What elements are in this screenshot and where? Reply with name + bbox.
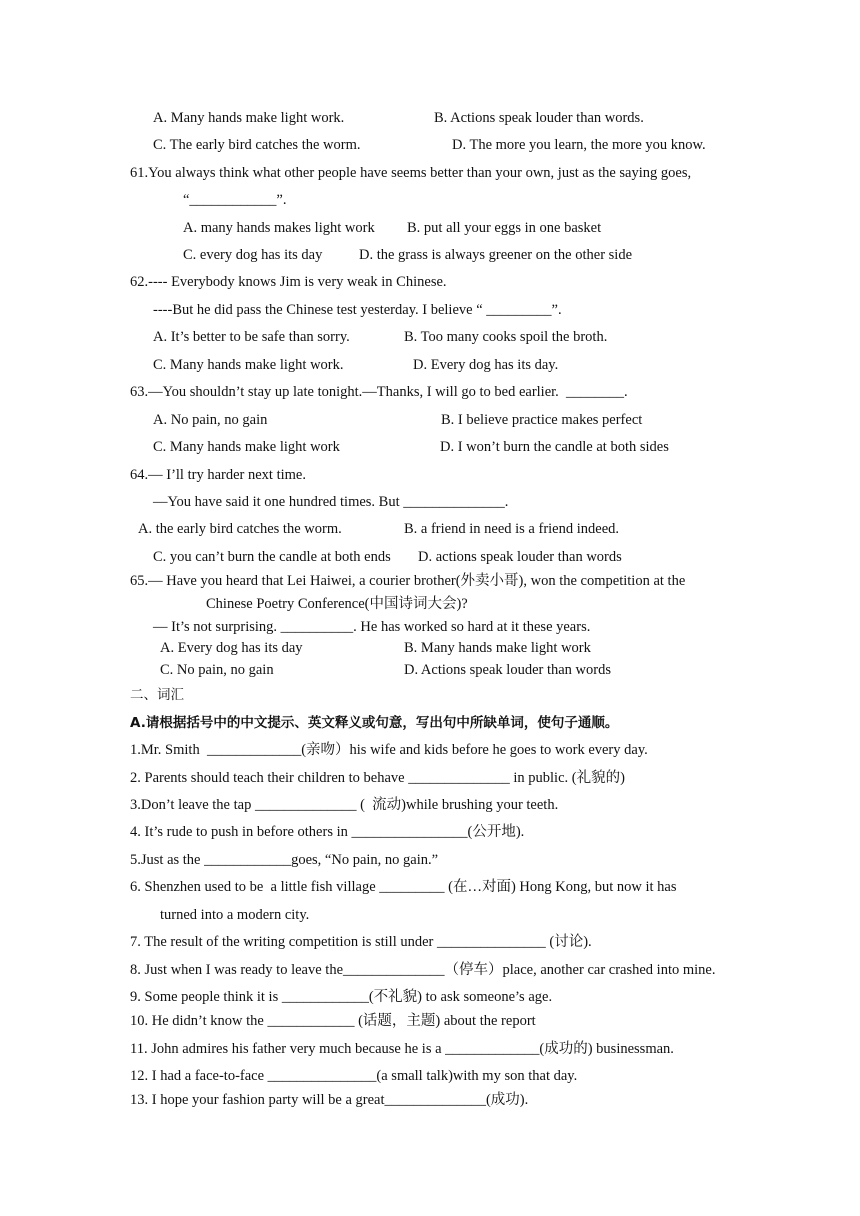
q64-option-c: C. you can’t burn the candle at both ends [153,549,391,565]
vocab-item-12: 12. I had a face-to-face _______________(a small talk)with my son that day. [130,1068,578,1084]
vocab-item-8: 8. Just when I was ready to leave the______________（停车）place, another car crashed into mine. [130,962,716,978]
q63-stem: 63.—You shouldn’t stay up late tonight.—Thanks, I will go to bed earlier. ________. [130,384,628,400]
q65-option-c: C. No pain, no gain [160,662,274,678]
q65-option-d: D. Actions speak louder than words [404,662,611,678]
q62-option-d: D. Every dog has its day. [413,357,559,373]
vocab-item-2: 2. Parents should teach their children to behave ______________ in public. (礼貌的) [130,770,625,786]
q64-stem: 64.— I’ll try harder next time. [130,467,306,483]
section-title: 二、词汇 [130,687,184,703]
q63-option-b: B. I believe practice makes perfect [441,412,643,428]
q64-option-a: A. the early bird catches the worm. [138,521,342,537]
q62-stem-reply: ----But he did pass the Chinese test yesterday. I believe “ _________”. [153,302,562,318]
q60-option-b: B. Actions speak louder than words. [434,110,644,126]
q62-stem: 62.---- Everybody knows Jim is very weak in Chinese. [130,274,447,290]
q63-option-d: D. I won’t burn the candle at both sides [440,439,669,455]
q65-option-b: B. Many hands make light work [404,640,591,656]
q60-option-a: A. Many hands make light work. [153,110,345,126]
section-instruction: A.请根据括号中的中文提示、英文释义或句意，写出句中所缺单词，使句子通顺。 [130,715,619,731]
q64-stem-reply: —You have said it one hundred times. But ______________. [153,494,509,510]
vocab-item-6-cont: turned into a modern city. [160,907,310,923]
q61-option-d: D. the grass is always greener on the other side [359,247,633,263]
q65-option-a: A. Every dog has its day [160,640,303,656]
q65-stem-reply: — It’s not surprising. __________. He has worked so hard at it these years. [153,619,591,635]
vocab-item-10: 10. He didn’t know the ____________ (话题，主题) about the report [130,1013,536,1029]
q61-stem-blank: “____________”. [183,192,287,208]
vocab-item-3: 3.Don’t leave the tap ______________ ( 流动)while brushing your teeth. [130,797,559,813]
q63-option-c: C. Many hands make light work [153,439,340,455]
q60-option-c: C. The early bird catches the worm. [153,137,361,153]
q60-option-d: D. The more you learn, the more you know. [452,137,706,153]
q62-option-c: C. Many hands make light work. [153,357,344,373]
q61-stem: 61.You always think what other people have seems better than your own, just as the saying goes, [130,165,692,181]
q63-option-a: A. No pain, no gain [153,412,268,428]
q64-option-b: B. a friend in need is a friend indeed. [404,521,620,537]
q62-option-a: A. It’s better to be safe than sorry. [153,329,350,345]
vocab-item-7: 7. The result of the writing competition is still under _______________ (讨论). [130,934,592,950]
vocab-item-13: 13. I hope your fashion party will be a great______________(成功). [130,1092,529,1108]
q65-stem-cont: Chinese Poetry Conference(中国诗词大会)? [206,596,468,612]
vocab-item-5: 5.Just as the ____________goes, “No pain, no gain.” [130,852,439,868]
q61-option-a: A. many hands makes light work [183,220,375,236]
q62-option-b: B. Too many cooks spoil the broth. [404,329,608,345]
vocab-item-9: 9. Some people think it is ____________(不礼貌) to ask someone’s age. [130,989,553,1005]
vocab-item-4: 4. It’s rude to push in before others in ________________(公开地). [130,824,525,840]
q64-option-d: D. actions speak louder than words [418,549,622,565]
q61-option-b: B. put all your eggs in one basket [407,220,602,236]
vocab-item-6: 6. Shenzhen used to be a little fish village _________ (在…对面) Hong Kong, but now it has [130,879,677,895]
vocab-item-11: 11. John admires his father very much because he is a _____________(成功的) businessman. [130,1041,674,1057]
q65-stem: 65.— Have you heard that Lei Haiwei, a courier brother(外卖小哥), won the competition at the [130,573,686,589]
vocab-item-1: 1.Mr. Smith _____________(亲吻）his wife and kids before he goes to work every day. [130,742,648,758]
q61-option-c: C. every dog has its day [183,247,323,263]
